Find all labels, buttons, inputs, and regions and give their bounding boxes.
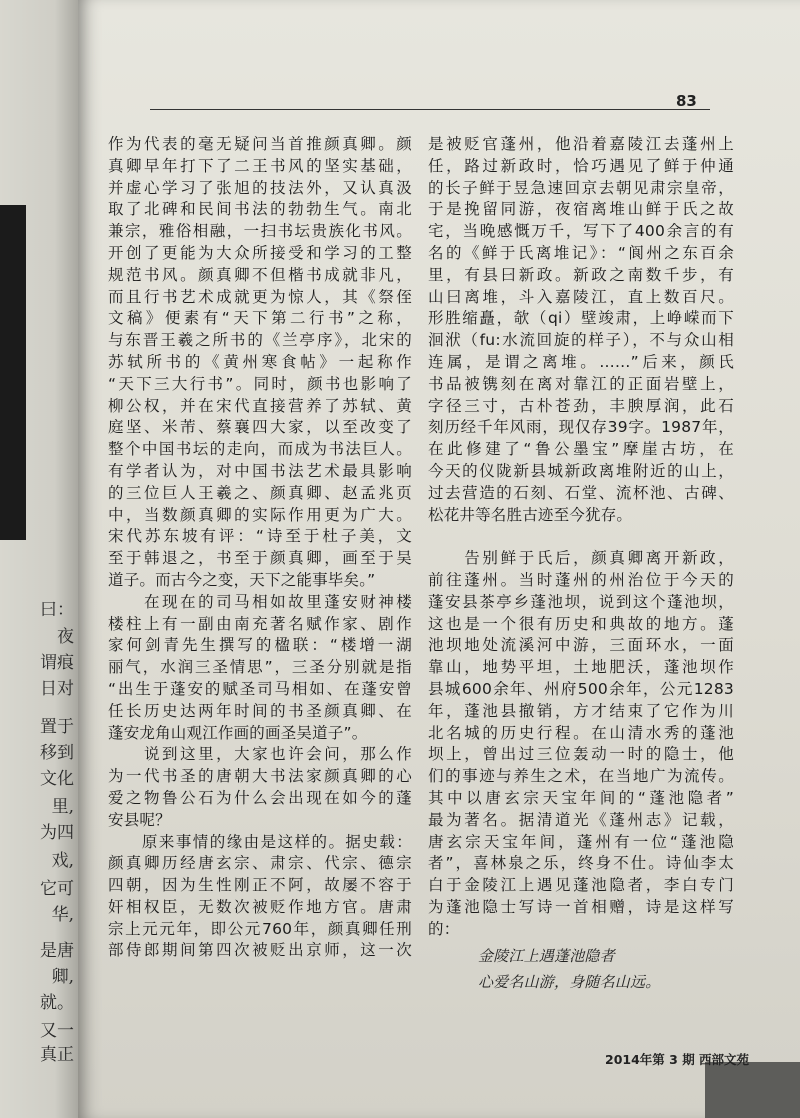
text-line: 而且行书艺术成就更为惊人，其《祭侄: [108, 287, 412, 306]
left-page-fragment: 华,: [51, 905, 74, 925]
text-line: 家何剑青先生撰写的楹联：“楼增一湖: [108, 636, 412, 655]
text-line: 字径三寸，古朴苍劲，丰腴厚润，此石: [428, 396, 734, 415]
text-line: 告别鲜于氏后，颜真卿离开新政，: [428, 549, 734, 568]
text-line: 者”，喜林泉之乐，终身不仕。诗仙李太: [428, 854, 734, 873]
text-line: 于是挽留同游，夜宿离堆山鲜于氏之故: [428, 200, 734, 219]
footer-issue: 2014年第 3 期 西部文苑: [605, 1052, 750, 1067]
left-page-fragment: 文化: [40, 769, 74, 789]
poem-line: 心爱名山游，身随名山远。: [478, 973, 661, 992]
text-line: 宅，当晚感慨万千，写下了400余言的有: [428, 222, 734, 241]
text-line: 并虚心学习了张旭的技法外，又认真汲: [108, 178, 412, 197]
text-line: 丽气，水润三圣情思”，三圣分别就是指: [108, 658, 412, 677]
text-line: 年，蓬池县撤销，方才结束了它作为川: [428, 701, 734, 720]
text-line: 任长历史达两年时间的书圣颜真卿、在: [108, 701, 412, 720]
text-line: 为蓬池隐士写诗一首相赠，诗是这样写: [428, 897, 734, 916]
text-line: 洄洑（fu:水流回旋的样子），不与众山相: [428, 331, 734, 350]
text-line: 部侍郎期间第四次被贬出京师，这一次: [108, 941, 412, 960]
left-page-fragment: 就。: [40, 993, 74, 1013]
text-line: 蓬安龙角山观江作画的画圣吴道子”。: [108, 723, 368, 742]
text-line: [428, 526, 734, 548]
text-line: 安县呢？: [108, 810, 171, 829]
text-line: 有学者认为，对中国书法艺术最具影响: [108, 461, 412, 480]
page-number: 83: [676, 92, 697, 110]
left-page-fragment: 是唐: [40, 941, 74, 961]
text-line: 县城600余年、州府500余年，公元1283: [428, 679, 734, 698]
text-line: 的：: [428, 919, 460, 938]
text-line: 的三位巨人王羲之、颜真卿、赵孟兆页: [108, 483, 412, 502]
text-line: 兼宗，雅俗相融，一扫书坛贵族化书风。: [108, 222, 412, 241]
text-line: 过去营造的石刻、石堂、流杯池、古碑、: [428, 483, 734, 502]
text-line: 前往蓬州。当时蓬州的州治位于今天的: [428, 570, 734, 589]
left-page-fragment: 移到: [40, 743, 74, 763]
text-line: 奸相权臣，无数次被贬作地方官。唐肃: [108, 897, 412, 916]
text-line: “天下三大行书”。同时，颜书也影响了: [108, 374, 412, 393]
text-line: 取了北碑和民间书法的勃勃生气。南北: [108, 200, 412, 219]
text-line: 蓬安县茶亭乡蓬池坝，说到这个蓬池坝，: [428, 592, 734, 611]
left-page-fragment: 卿,: [51, 967, 74, 987]
text-line: 唐玄宗天宝年间，蓬州有一位“蓬池隐: [428, 832, 734, 851]
text-line: 名的《鲜于氏离堆记》：“阆州之东百余: [428, 243, 734, 262]
left-page-fragment: 里,: [51, 797, 74, 817]
text-line: 刻历经千年风雨，现仅存39字。1987年，: [428, 418, 734, 437]
text-line: 庭坚、米芾、蔡襄四大家，以至改变了: [108, 418, 412, 437]
header-rule: [150, 109, 710, 110]
text-line: 任，路过新政时，恰巧遇见了鲜于仲通: [428, 156, 734, 175]
left-page-fragment: 日对: [40, 679, 74, 699]
text-line: 今天的仪陇新县城新政离堆附近的山上，: [428, 461, 734, 480]
text-line: 书品被镌刻在离对靠江的正面岩壁上，: [428, 374, 734, 393]
left-page-fragment: 戏,: [51, 851, 74, 871]
text-line: 池坝地处流溪河中游，三面环水，一面: [428, 636, 734, 655]
text-line: 与东晋王羲之所书的《兰亭序》，北宋的: [108, 331, 412, 350]
left-page-photo: [0, 205, 26, 540]
text-line: 松花井等名胜古迹至今犹存。: [428, 505, 633, 524]
text-line: 其中以唐玄宗天宝年间的“蓬池隐者”: [428, 788, 734, 807]
left-page-fragment: 它可: [40, 879, 74, 899]
text-line: 四朝，因为生性刚正不阿，故屡不容于: [108, 876, 412, 895]
left-page-edge: [0, 0, 78, 1118]
text-line: 道子。而古今之变，天下之能事毕矣。”: [108, 570, 376, 589]
text-line: 中，当数颜真卿的实际作用更为广大。: [108, 505, 412, 524]
text-line: 形胜缩矗，欹（qi）壁竣肃，上峥嵘而下: [428, 309, 734, 328]
left-page-fragment: 曰：: [40, 600, 74, 620]
text-line: 靠山，地势平坦，土地肥沃，蓬池坝作: [428, 658, 734, 677]
left-page-fragment: 真正: [40, 1045, 74, 1065]
text-line: 这也是一个很有历史和典故的地方。蓬: [428, 614, 734, 633]
text-line: 整个中国书坛的走向，而成为书法巨人。: [108, 440, 412, 459]
text-line: 楼柱上有一副由南充著名赋作家、剧作: [108, 614, 412, 633]
background-corner: [705, 1062, 800, 1118]
text-line: 原来事情的缘由是这样的。据史载：: [108, 832, 412, 851]
text-line: 作为代表的毫无疑问当首推颜真卿。颜: [108, 135, 412, 153]
text-column-left: [108, 134, 412, 962]
text-column-right: [428, 134, 734, 994]
text-line: 宗上元元年，即公元760年，颜真卿任刑: [108, 919, 412, 938]
text-line: 最为著名。据清道光《蓬州志》记载，: [428, 810, 734, 829]
left-page-fragment: 置于: [40, 717, 74, 737]
text-line: 颜真卿历经唐玄宗、肃宗、代宗、德宗: [108, 854, 412, 873]
text-line: 规范书风。颜真卿不但楷书成就非凡，: [108, 265, 412, 284]
text-line: 白于金陵江上遇见蓬池隐者，李白专门: [428, 876, 734, 895]
text-line: 爱之物鲁公石为什么会出现在如今的蓬: [108, 788, 412, 807]
text-line: 是被贬官蓬州，他沿着嘉陵江去蓬州上: [428, 135, 734, 153]
text-line: 们的事迹与养生之术，在当地广为流传。: [428, 767, 734, 786]
left-page-fragment: 又一: [40, 1021, 74, 1041]
text-line: 开创了更能为大众所接受和学习的工整: [108, 243, 412, 262]
text-line: 连属，是谓之离堆。……”后来，颜氏: [428, 352, 734, 371]
text-line: 山曰离堆，斗入嘉陵江，直上数百尺。: [428, 287, 734, 306]
text-line: 在此修建了“鲁公墨宝”摩崖古坊，在: [428, 440, 734, 459]
text-line: 北名城的历史行程。在山清水秀的蓬池: [428, 723, 734, 742]
left-page-fragment: 谓痕: [40, 653, 74, 673]
text-line: 真卿早年打下了二王书风的坚实基础，: [108, 156, 412, 175]
poem-line: 金陵江上遇蓬池隐者: [478, 947, 615, 966]
left-page-fragment: 为四: [40, 823, 74, 843]
text-line: 说到这里，大家也许会问，那么作: [108, 745, 412, 764]
text-line: 里，有县曰新政。新政之南数千步，有: [428, 265, 734, 284]
text-line: 文稿》便素有“天下第二行书”之称，: [108, 309, 412, 328]
left-page-fragment: 夜: [57, 627, 74, 647]
text-line: 坝上，曾出过三位轰动一时的隐士，他: [428, 745, 734, 764]
text-line: 至于韩退之，书至于颜真卿，画至于吴: [108, 549, 412, 568]
text-line: “出生于蓬安的赋圣司马相如、在蓬安曾: [108, 679, 412, 698]
text-line: 在现在的司马相如故里蓬安财神楼: [108, 592, 412, 611]
text-line: 的长子鲜于昱急速回京去朝见肃宗皇帝，: [428, 178, 734, 197]
text-line: 柳公权，并在宋代直接营养了苏轼、黄: [108, 396, 412, 415]
text-line: 为一代书圣的唐朝大书法家颜真卿的心: [108, 767, 412, 786]
text-line: 宋代苏东坡有评：“诗至于杜子美，文: [108, 527, 412, 546]
text-line: 苏轼所书的《黄州寒食帖》一起称作: [108, 352, 412, 371]
